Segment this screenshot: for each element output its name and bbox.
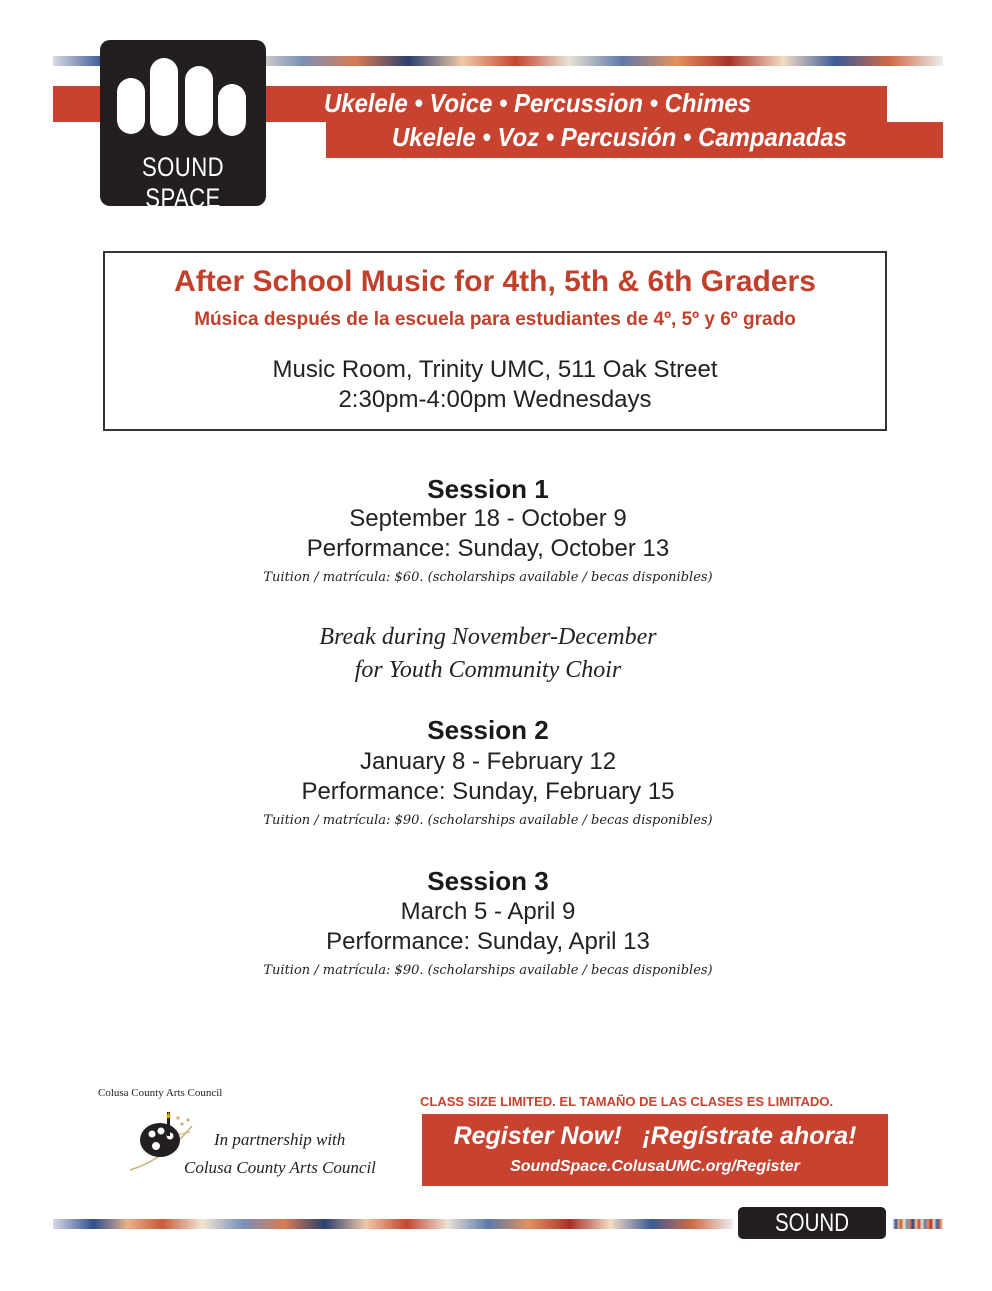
- break-note-line-1: Break during November-December: [319, 624, 657, 650]
- program-title-spanish: Música después de la escuela para estudiantes de 4º, 5º y 6º grado: [194, 309, 796, 330]
- session-2-dates: January 8 - February 12: [359, 748, 617, 775]
- partnership-line-2: Colusa County Arts Council: [184, 1158, 376, 1177]
- sound-space-logo: [100, 40, 266, 213]
- bottom-decorative-stripe-right: [893, 1219, 943, 1229]
- footer-sound-space-logo: [738, 1207, 886, 1269]
- session-1-performance: Performance: Sunday, October 13: [306, 535, 670, 562]
- session-3-performance: Performance: Sunday, April 13: [326, 928, 650, 955]
- instruments-spanish: Ukelele • Voz • Percusión • Campanadas: [392, 122, 847, 152]
- program-info-box: [103, 251, 887, 431]
- instruments-english: Ukelele • Voice • Percussion • Chimes: [324, 88, 752, 118]
- logo-bar-2: [150, 58, 178, 136]
- session-3-title: Session 3: [427, 866, 549, 896]
- session-1-title: Session 1: [427, 474, 549, 504]
- class-size-notice: CLASS SIZE LIMITED. EL TAMAÑO DE LAS CLASES ES LIMITADO.: [420, 1094, 834, 1109]
- session-1-dates: September 18 - October 9: [349, 505, 627, 532]
- bottom-decorative-stripe-left: [53, 1219, 733, 1229]
- time-text: 2:30pm-4:00pm Wednesdays: [338, 386, 652, 413]
- session-3-dates: March 5 - April 9: [400, 898, 576, 925]
- logo-bar-3: [185, 66, 213, 136]
- session-2-tuition: Tuition / matrícula: $90. (scholarships available / becas disponibles): [263, 813, 713, 828]
- break-note-line-2: for Youth Community Choir: [354, 657, 622, 683]
- location-text: Music Room, Trinity UMC, 511 Oak Street: [272, 356, 718, 383]
- logo-bar-4: [218, 84, 246, 136]
- footer-logo-text: SOUND SPACE: [774, 1209, 850, 1269]
- session-2-title: Session 2: [427, 715, 549, 745]
- logo-bar-1: [117, 78, 145, 134]
- session-2-performance: Performance: Sunday, February 15: [301, 778, 675, 805]
- partnership-line-1: In partnership with: [214, 1130, 346, 1149]
- session-3-tuition: Tuition / matrícula: $90. (scholarships available / becas disponibles): [263, 963, 713, 978]
- register-callout[interactable]: [422, 1114, 888, 1186]
- register-title: Register Now! ¡Regístrate ahora!: [453, 1122, 857, 1150]
- session-1-tuition: Tuition / matrícula: $60. (scholarships available / becas disponibles): [263, 570, 713, 585]
- council-logo-name: Colusa County Arts Council: [98, 1087, 223, 1099]
- program-title-english: After School Music for 4th, 5th & 6th Graders: [174, 265, 816, 298]
- logo-wordmark: SOUND SPACE: [141, 152, 224, 213]
- register-url-link[interactable]: SoundSpace.ColusaUMC.org/Register: [510, 1158, 800, 1175]
